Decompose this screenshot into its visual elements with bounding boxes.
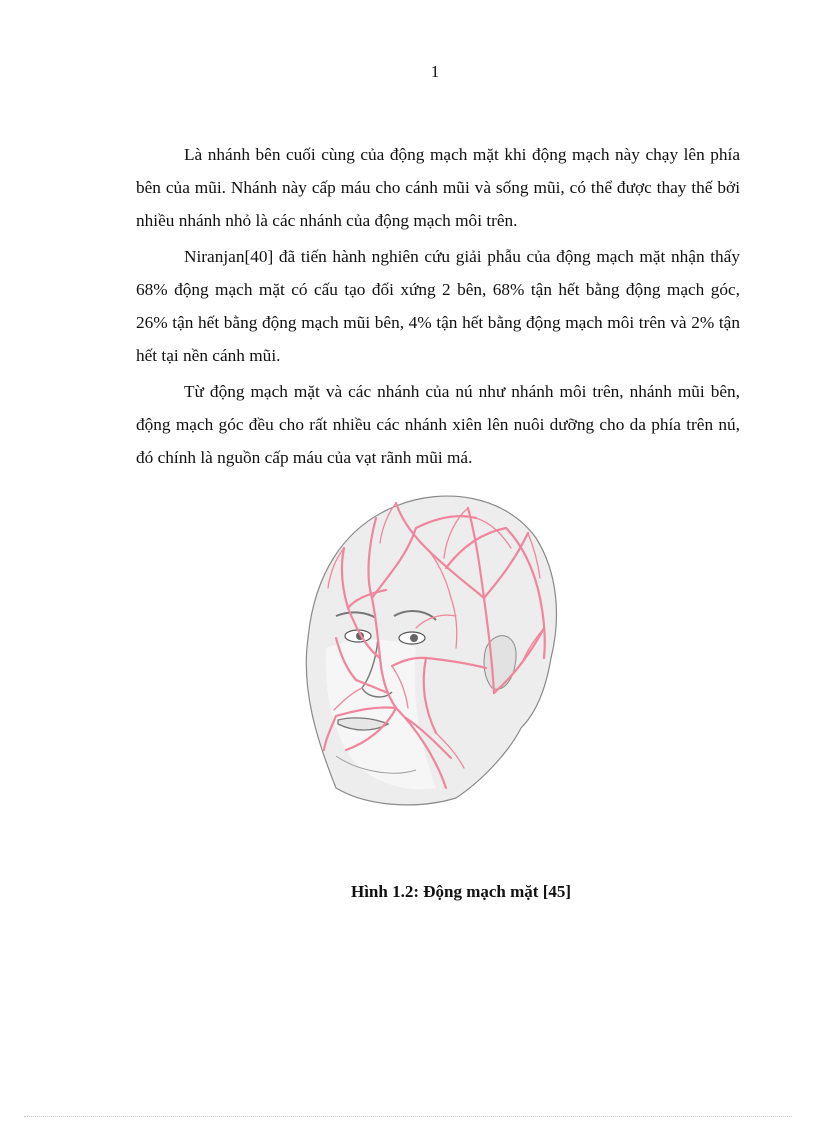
page-bottom-divider [24, 1116, 792, 1117]
body-text [136, 138, 740, 477]
paragraph-3: Từ động mạch mặt và các nhánh của nú như nhánh môi trên, nhánh mũi bên, động mạch góc đều cho rất nhiều các nhánh xiên lên nuôi dưỡng cho da phía trên nú, đó chính là nguồn cấp máu của vạt rãnh mũi má. [136, 382, 740, 467]
head-illustration [296, 488, 566, 818]
paragraph-2: Niranjan[40] đã tiến hành nghiên cứu giải phẫu của động mạch mặt nhận thấy 68% động mạch mặt có cấu tạo đối xứng 2 bên, 68% tận hết bằng động mạch góc, 26% tận hết bằng động mạch mũi bên, 4% tận hết bằng động mạch môi trên và 2% tận hết tại nền cánh mũi. [136, 247, 740, 365]
iris-right [410, 634, 418, 642]
page-number: 1 [430, 62, 440, 81]
figure-caption: Hình 1.2: Động mạch mặt [45] [350, 882, 572, 901]
paragraph-1: Là nhánh bên cuối cùng của động mạch mặt khi động mạch này chạy lên phía bên của mũi. Nhánh này cấp máu cho cánh mũi và sống mũi, có thể được thay thế bởi nhiều nhánh nhỏ là các nhánh của động mạch môi trên. [136, 145, 740, 230]
figure-facial-artery [296, 488, 566, 818]
